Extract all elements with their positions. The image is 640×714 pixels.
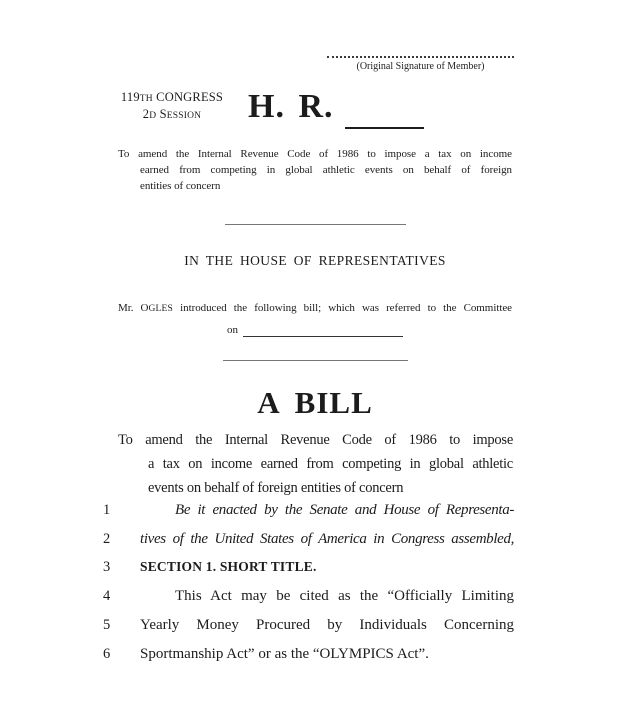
bill-number-blank-line [345,127,424,129]
line-number: 3 [103,559,111,576]
session-word-rest: ESSION [166,110,202,121]
long-title [118,147,512,194]
line-number: 6 [103,645,111,662]
signature-label: (Original Signature of Member) [356,61,485,72]
signature-block [327,43,514,72]
introduction-text: introduced the following bill; which was referred to the Committee [173,302,513,314]
bill-line-text: Be it enacted by the Senate and House of Representa- [175,502,514,518]
session-ordinal: D [149,110,157,121]
committee-blank-line [243,324,403,337]
bill-line [103,582,514,611]
a-bill-heading: A BILL [257,385,373,420]
sponsor-name-smallcaps: GLES [148,304,174,314]
line-number: 5 [103,616,111,633]
long-title-line: earned from competing in global athletic events on behalf of foreign [140,163,512,176]
bill-title-line: a tax on income earned from competing in global athletic [148,456,513,472]
introduction-line [118,301,512,316]
bill-line-text: tives of the United States of America in Congress assembled, [140,530,514,547]
session-number: 2 [142,106,150,121]
bill-line-text: This Act may be cited as the “Officially Limiting [175,588,514,605]
congress-session-block [112,90,232,123]
congress-ordinal: TH [139,94,153,104]
sponsor-name: Mr. O [118,302,149,314]
session-word-cap: S [156,106,167,121]
congress-line [112,90,232,107]
committee-on-word: on [227,324,238,336]
bill-line-text: Yearly Money Procured by Individuals Concerning [140,616,514,633]
chamber-heading: IN THE HOUSE OF REPRESENTATIVES [184,253,446,268]
horizontal-rule [225,224,406,225]
bill-line [103,553,514,582]
bill-line [103,640,514,669]
congress-number: 119 [120,90,140,104]
section-heading-text: SECTION 1. SHORT TITLE. [140,559,317,575]
line-number: 1 [103,502,111,518]
long-title-line: To amend the Internal Revenue Code of 1986 to impose a tax on income [118,148,512,160]
bill-title-line: To amend the Internal Revenue Code of 1986 to impose [118,432,513,448]
long-title-line: entities of concern [140,179,221,192]
line-number: 2 [103,530,111,547]
bill-title-line: events on behalf of foreign entities of concern [148,480,404,496]
signature-dotted-line [327,43,514,58]
bill-title [118,428,513,500]
horizontal-rule [223,360,408,361]
congress-word: CONGRESS [152,90,224,104]
bill-line [103,525,514,554]
bill-line [103,611,514,640]
bill-body [103,496,514,668]
session-line [112,107,232,124]
introduction-block [118,301,512,337]
line-number: 4 [103,588,111,605]
bill-number-heading: H. R. [248,88,334,125]
bill-line-text: Sportmanship Act” or as the “OLYMPICS Act”. [140,645,429,662]
committee-blank-line-row [118,324,512,337]
bill-line [103,496,514,525]
